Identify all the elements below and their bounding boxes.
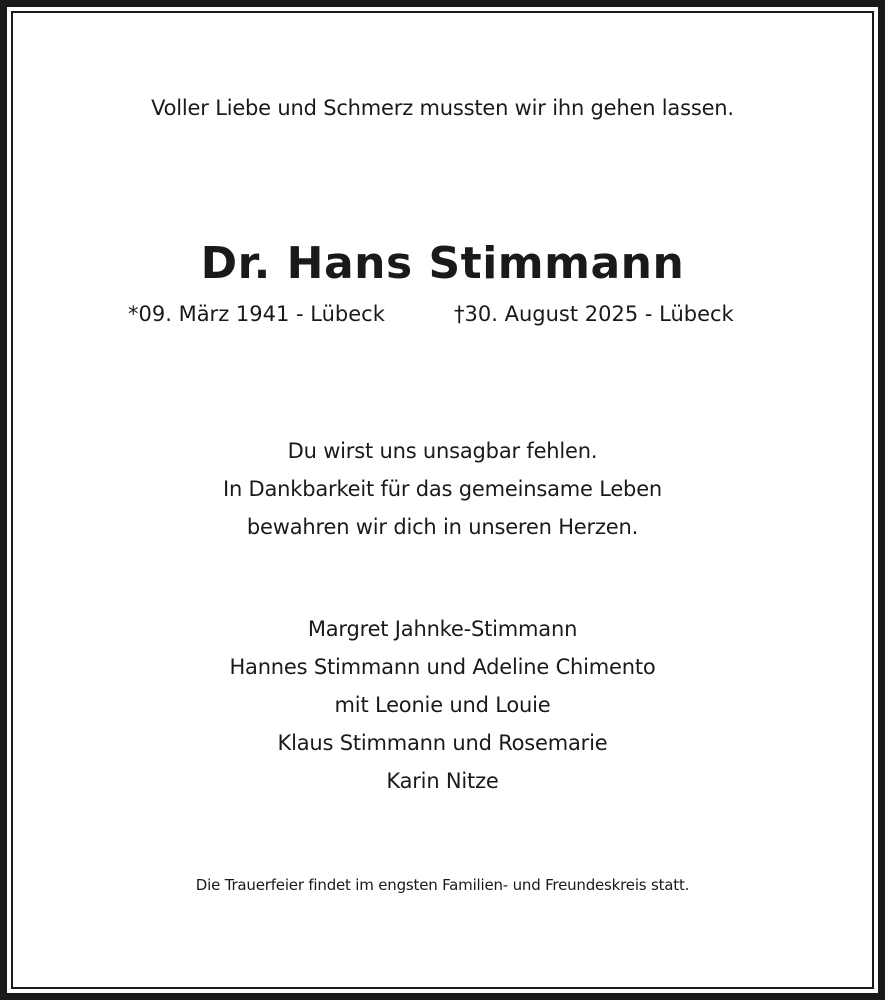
funeral-notice: Die Trauerfeier findet im engsten Familien- und Freundeskreis statt. <box>195 876 690 894</box>
intro-line: Voller Liebe und Schmerz mussten wir ihn gehen lassen. <box>151 96 734 120</box>
mourner-line: mit Leonie und Louie <box>334 693 551 717</box>
mourner-line: Klaus Stimmann und Rosemarie <box>277 731 608 755</box>
death-date: †30. August 2025 - Lübeck <box>454 302 734 326</box>
verse-line: bewahren wir dich in unseren Herzen. <box>246 515 639 539</box>
verse-line: Du wirst uns unsagbar fehlen. <box>287 439 598 463</box>
mourner-line: Karin Nitze <box>386 769 499 793</box>
mourner-line: Hannes Stimmann und Adeline Chimento <box>229 655 656 679</box>
birth-date: *09. März 1941 - Lübeck <box>128 302 385 326</box>
mourner-line: Margret Jahnke-Stimmann <box>307 617 578 641</box>
verse-line: In Dankbarkeit für das gemeinsame Leben <box>222 477 663 501</box>
life-dates <box>0 302 885 332</box>
deceased-name: Dr. Hans Stimmann <box>200 238 685 289</box>
